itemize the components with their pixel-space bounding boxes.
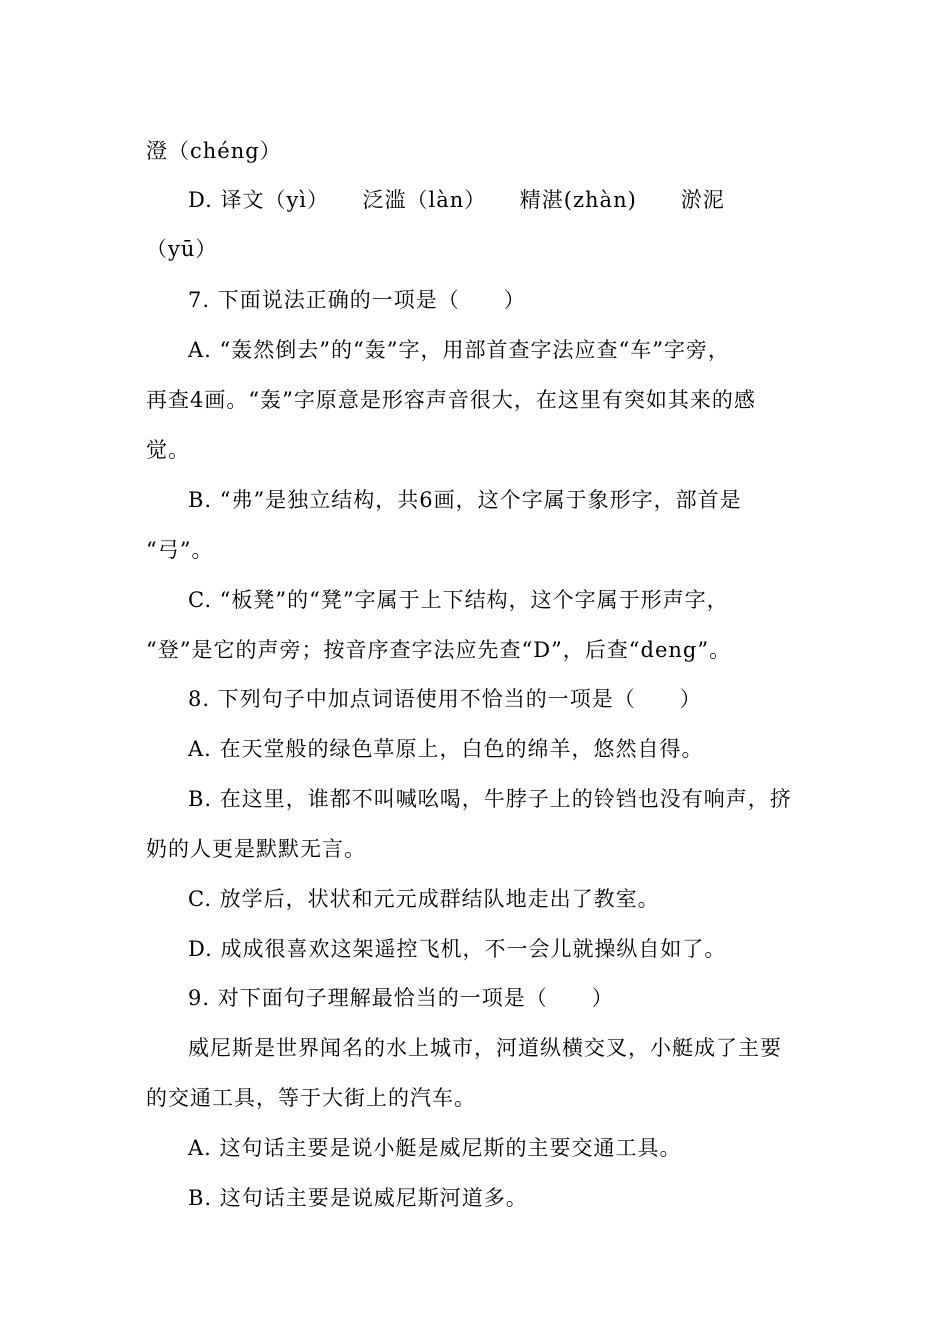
q7-option-a-line-2: 再查4画。“轰”字原意是形容声音很大，在这里有突如其来的感 <box>146 388 756 412</box>
question-9: 9. 对下面句子理解最恰当的一项是（ ） <box>188 986 614 1010</box>
q8-option-d: D. 成成很喜欢这架遥控飞机，不一会儿就操纵自如了。 <box>188 937 727 961</box>
option-d: D. 译文（yì） 泛滥（làn） 精湛(zhàn) 淤泥 <box>188 188 725 212</box>
q7-option-b-line-2: “弓”。 <box>146 538 214 562</box>
q9-option-b: B. 这句话主要是说威尼斯河道多。 <box>188 1186 528 1210</box>
q8-option-a: A. 在天堂般的绿色草原上，白色的绵羊，悠然自得。 <box>188 737 704 761</box>
q7-option-a: A. “轰然倒去”的“轰”字，用部首查字法应查“车”字旁， <box>188 338 730 362</box>
q7-option-a-line-3: 觉。 <box>146 438 190 462</box>
q9-sentence-line-2: 的交通工具，等于大街上的汽车。 <box>146 1086 476 1110</box>
q7-option-c: C. “板凳”的“凳”字属于上下结构，这个字属于形声字， <box>188 588 729 612</box>
option-d-continuation: （yū） <box>146 237 218 261</box>
q8-option-b: B. 在这里，谁都不叫喊吆喝，牛脖子上的铃铛也没有响声，挤 <box>188 787 792 811</box>
q7-option-b: B. “弗”是独立结构，共6画，这个字属于象形字，部首是 <box>188 488 742 512</box>
q7-option-c-line-2: “登”是它的声旁；按音序查字法应先查“D”，后查“deng”。 <box>146 638 732 662</box>
question-7: 7. 下面说法正确的一项是（ ） <box>188 288 526 312</box>
q9-sentence: 威尼斯是世界闻名的水上城市，河道纵横交叉，小艇成了主要 <box>188 1036 782 1060</box>
q8-option-b-line-2: 奶的人更是默默无言。 <box>146 837 366 861</box>
option-c-continuation: 澄（chéng） <box>146 139 282 163</box>
q8-option-c: C. 放学后，状状和元元成群结队地走出了教室。 <box>188 887 660 911</box>
q9-option-a: A. 这句话主要是说小艇是威尼斯的主要交通工具。 <box>188 1136 682 1160</box>
question-8: 8. 下列句子中加点词语使用不恰当的一项是（ ） <box>188 687 702 711</box>
